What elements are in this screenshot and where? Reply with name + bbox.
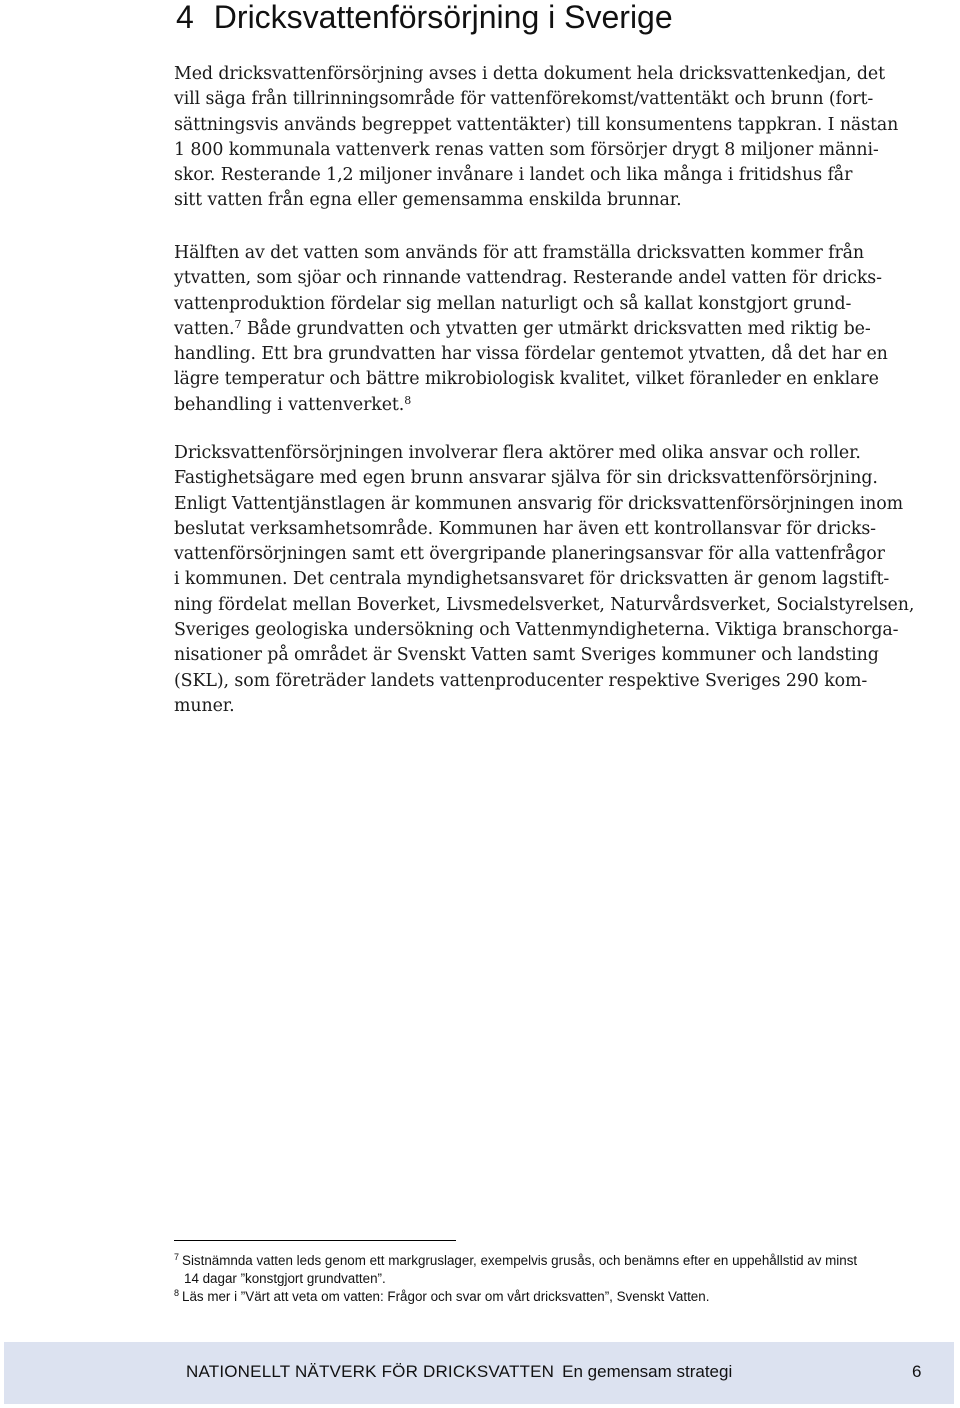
text-line: (SKL), som företräder landets vattenproducenter respektive Sveriges 290 kom- [174,670,868,691]
text-line: vill säga från tillrinningsområde för vattenförekomst/vattentäkt och brunn (fort- [174,89,874,110]
chapter-number: 4 [176,0,194,35]
text-line: Hälften av det vatten som används för att framställa dricksvatten kommer från [174,243,865,263]
text-line [174,317,888,342]
footnotes [174,1252,914,1306]
text-line: skor. Resterande 1,2 miljoner invånare i landet och lika många i fritidshus får [174,165,853,186]
chapter-title: Dricksvattenförsörjning i Sverige [213,0,673,35]
text-line: beslutat verksamhetsområde. Kommunen har även ett kontrollansvar för dricks- [174,518,876,539]
chapter-heading [176,0,673,34]
text-line: sitt vatten från egna eller gemensamma enskilda brunnar. [174,190,682,211]
text-line: lägre temperatur och bättre mikrobiologisk kvalitet, vilket föranleder en enklare [174,369,879,390]
text-fragment: behandling i vattenverket. [174,394,405,415]
text-line: Fastighetsägare med egen brunn ansvarar själva för sin dricksvattenförsörjning. [174,468,878,489]
footnote-reference-7[interactable]: 7 [234,317,242,331]
footnote-7 [174,1252,914,1270]
text-line: Sveriges geologiska undersökning och Vattenmyndigheterna. Viktiga branschorga- [174,620,899,641]
text-line: Enligt Vattentjänstlagen är kommunen ansvarig för dricksvattenförsörjningen inom [174,493,904,514]
paragraph-intro [174,62,898,214]
text-line: ning fördelat mellan Boverket, Livsmedelsverket, Naturvårdsverket, Socialstyrelsen, [174,594,915,615]
text-line: vattenproduktion fördelar sig mellan naturligt och så kallat konstgjort grund- [174,293,852,314]
text-line: vattenförsörjningen samt ett övergripande planeringsansvar för alla vattenfrågor [174,544,885,565]
footer-organization: NATIONELLT NÄTVERK FÖR DRICKSVATTEN [186,1362,555,1381]
text-line: handling. Ett bra grundvatten har vissa fördelar gentemot ytvatten, då det har en [174,344,888,365]
footnote-text: Läs mer i ”Värt att veta om vatten: Frågor och svar om vårt dricksvatten”, Svenskt Vatten. [182,1289,710,1304]
footnote-7-continuation: 14 dagar ”konstgjort grundvatten”. [184,1271,386,1286]
footnote-separator [174,1240,456,1241]
text-line: i kommunen. Det centrala myndighetsansvaret för dricksvatten är genom lagstift- [174,569,890,590]
text-line: nisationer på området är Svenskt Vatten samt Sveriges kommuner och landsting [174,645,879,666]
text-line [174,393,888,418]
footer-title [186,1362,732,1382]
footnote-marker: 8 [174,1288,180,1298]
text-fragment: Både grundvatten och ytvatten ger utmärkt dricksvatten med riktig be- [241,318,871,339]
text-line: Dricksvattenförsörjningen involverar flera aktörer med olika ansvar och roller. [174,443,861,463]
text-line: Med dricksvattenförsörjning avses i detta dokument hela dricksvattenkedjan, det [174,64,885,84]
text-line: ytvatten, som sjöar och rinnande vattendrag. Resterande andel vatten för dricks- [174,268,882,289]
page-number: 6 [912,1362,922,1381]
paragraph-responsibilities [174,441,914,719]
footnote-marker: 7 [174,1252,180,1262]
text-line: muner. [174,695,235,716]
text-line: sättningsvis används begreppet vattentäkter) till konsumentens tappkran. I nästan [174,114,899,135]
text-fragment: vatten. [174,318,235,339]
footnote-8 [174,1288,914,1306]
footer-document-title: En gemensam strategi [562,1362,733,1381]
paragraph-water-sources [174,241,888,418]
footnote-reference-8[interactable]: 8 [404,393,412,407]
text-line: 1 800 kommunala vattenverk renas vatten som försörjer drygt 8 miljoner männi- [174,139,879,160]
footnote-text: Sistnämnda vatten leds genom ett markgruslager, exempelvis grusås, och benämns efter en uppehållstid av minst [182,1253,858,1268]
